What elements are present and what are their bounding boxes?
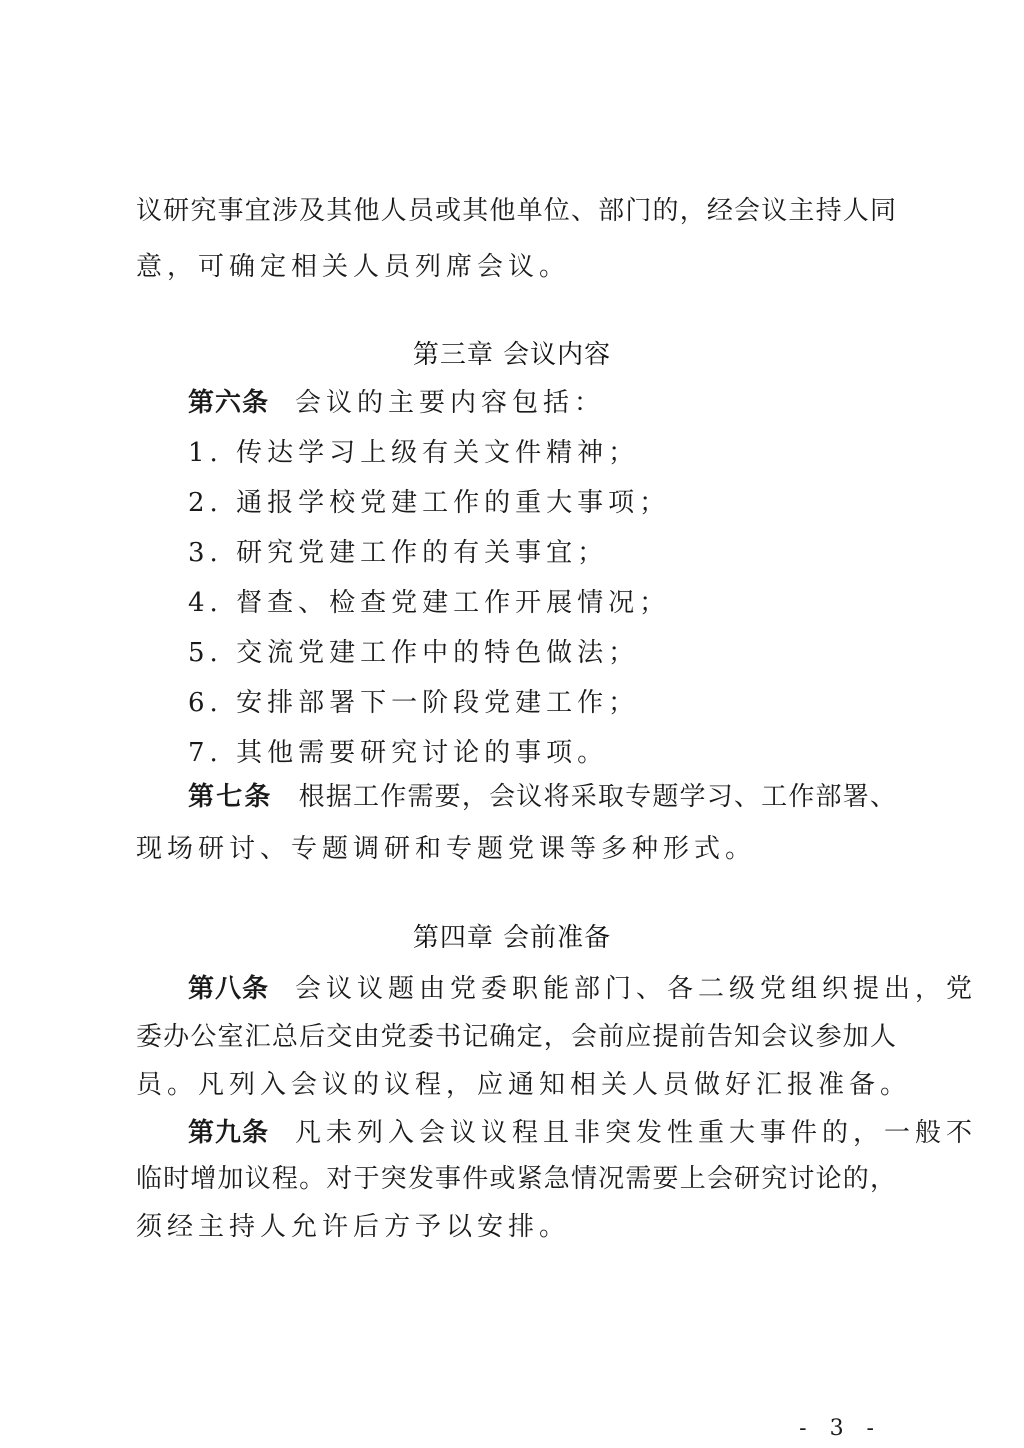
- paragraph-continuation-line-2: 意，可确定相关人员列席会议。: [136, 252, 571, 282]
- article-6: [188, 390, 896, 416]
- article-6-text: 会议的主要内容包括：: [295, 388, 606, 418]
- article-7-text-1: 根据工作需要，会议将采取专题学习、工作部署、: [298, 782, 896, 812]
- chapter-3-heading: 第三章 会议内容: [412, 340, 612, 370]
- article-6-label: 第六条: [188, 388, 270, 418]
- list-item-1: 1. 传达学习上级有关文件精神；: [188, 438, 640, 468]
- article-7-label: 第七条: [188, 782, 273, 812]
- article-8-line-2: 委办公室汇总后交由党委书记确定，会前应提前告知会议参加人: [136, 1022, 896, 1052]
- article-9-label: 第九条: [188, 1118, 270, 1148]
- article-8-line-3: 员。凡列入会议的议程，应通知相关人员做好汇报准备。: [136, 1070, 912, 1100]
- paragraph-continuation-line-1: 议研究事宜涉及其他人员或其他单位、部门的，经会议主持人同: [136, 196, 896, 226]
- article-9-line-1: [188, 1118, 978, 1148]
- article-8-label: 第八条: [188, 974, 270, 1004]
- article-8-text-1: 会议议题由党委职能部门、各二级党组织提出，党: [295, 974, 978, 1004]
- list-item-7: 7. 其他需要研究讨论的事项。: [188, 738, 609, 768]
- article-9-line-3: 须经主持人允许后方予以安排。: [136, 1212, 571, 1242]
- list-item-4: 4. 督查、检查党建工作开展情况；: [188, 588, 671, 618]
- list-item-2: 2. 通报学校党建工作的重大事项；: [188, 488, 671, 518]
- article-8-line-1: [188, 974, 978, 1004]
- page-number: - 3 -: [799, 1416, 882, 1441]
- article-7-line-1: [188, 784, 896, 810]
- chapter-4-heading: 第四章 会前准备: [412, 923, 612, 953]
- list-item-3: 3. 研究党建工作的有关事宜；: [188, 538, 609, 568]
- list-item-5: 5. 交流党建工作中的特色做法；: [188, 638, 640, 668]
- article-9-line-2: 临时增加议程。对于突发事件或紧急情况需要上会研究讨论的，: [136, 1164, 896, 1194]
- list-item-6: 6. 安排部署下一阶段党建工作；: [188, 688, 640, 718]
- article-7-line-2: 现场研讨、专题调研和专题党课等多种形式。: [136, 834, 757, 864]
- article-9-text-1: 凡未列入会议议程且非突发性重大事件的，一般不: [295, 1118, 978, 1148]
